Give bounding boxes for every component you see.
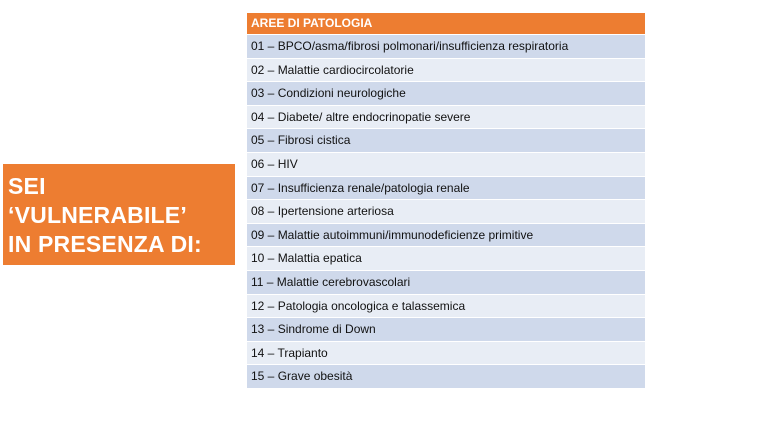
table-row: 01 – BPCO/asma/fibrosi polmonari/insufficienza respiratoria <box>247 34 645 58</box>
table-row: 15 – Grave obesità <box>247 364 645 388</box>
table-row: 14 – Trapianto <box>247 341 645 365</box>
callout-line-2: ‘VULNERABILE’ <box>8 202 187 228</box>
callout-line-3: IN PRESENZA DI: <box>8 231 202 257</box>
table-row: 03 – Condizioni neurologiche <box>247 81 645 105</box>
table-row: 07 – Insufficienza renale/patologia renale <box>247 176 645 200</box>
table-row: 10 – Malattia epatica <box>247 246 645 270</box>
pathology-table <box>247 13 645 388</box>
table-row: 04 – Diabete/ altre endocrinopatie severe <box>247 105 645 129</box>
table-row: 05 – Fibrosi cistica <box>247 128 645 152</box>
table-row: 06 – HIV <box>247 152 645 176</box>
table-row: 09 – Malattie autoimmuni/immunodeficienze primitive <box>247 223 645 247</box>
table-header: AREE DI PATOLOGIA <box>247 13 645 34</box>
table-row: 08 – Ipertensione arteriosa <box>247 199 645 223</box>
vulnerable-callout <box>3 164 235 265</box>
table-row: 13 – Sindrome di Down <box>247 317 645 341</box>
callout-line-1: SEI <box>8 173 46 199</box>
table-row: 12 – Patologia oncologica e talassemica <box>247 294 645 318</box>
table-row: 11 – Malattie cerebrovascolari <box>247 270 645 294</box>
table-row: 02 – Malattie cardiocircolatorie <box>247 58 645 82</box>
